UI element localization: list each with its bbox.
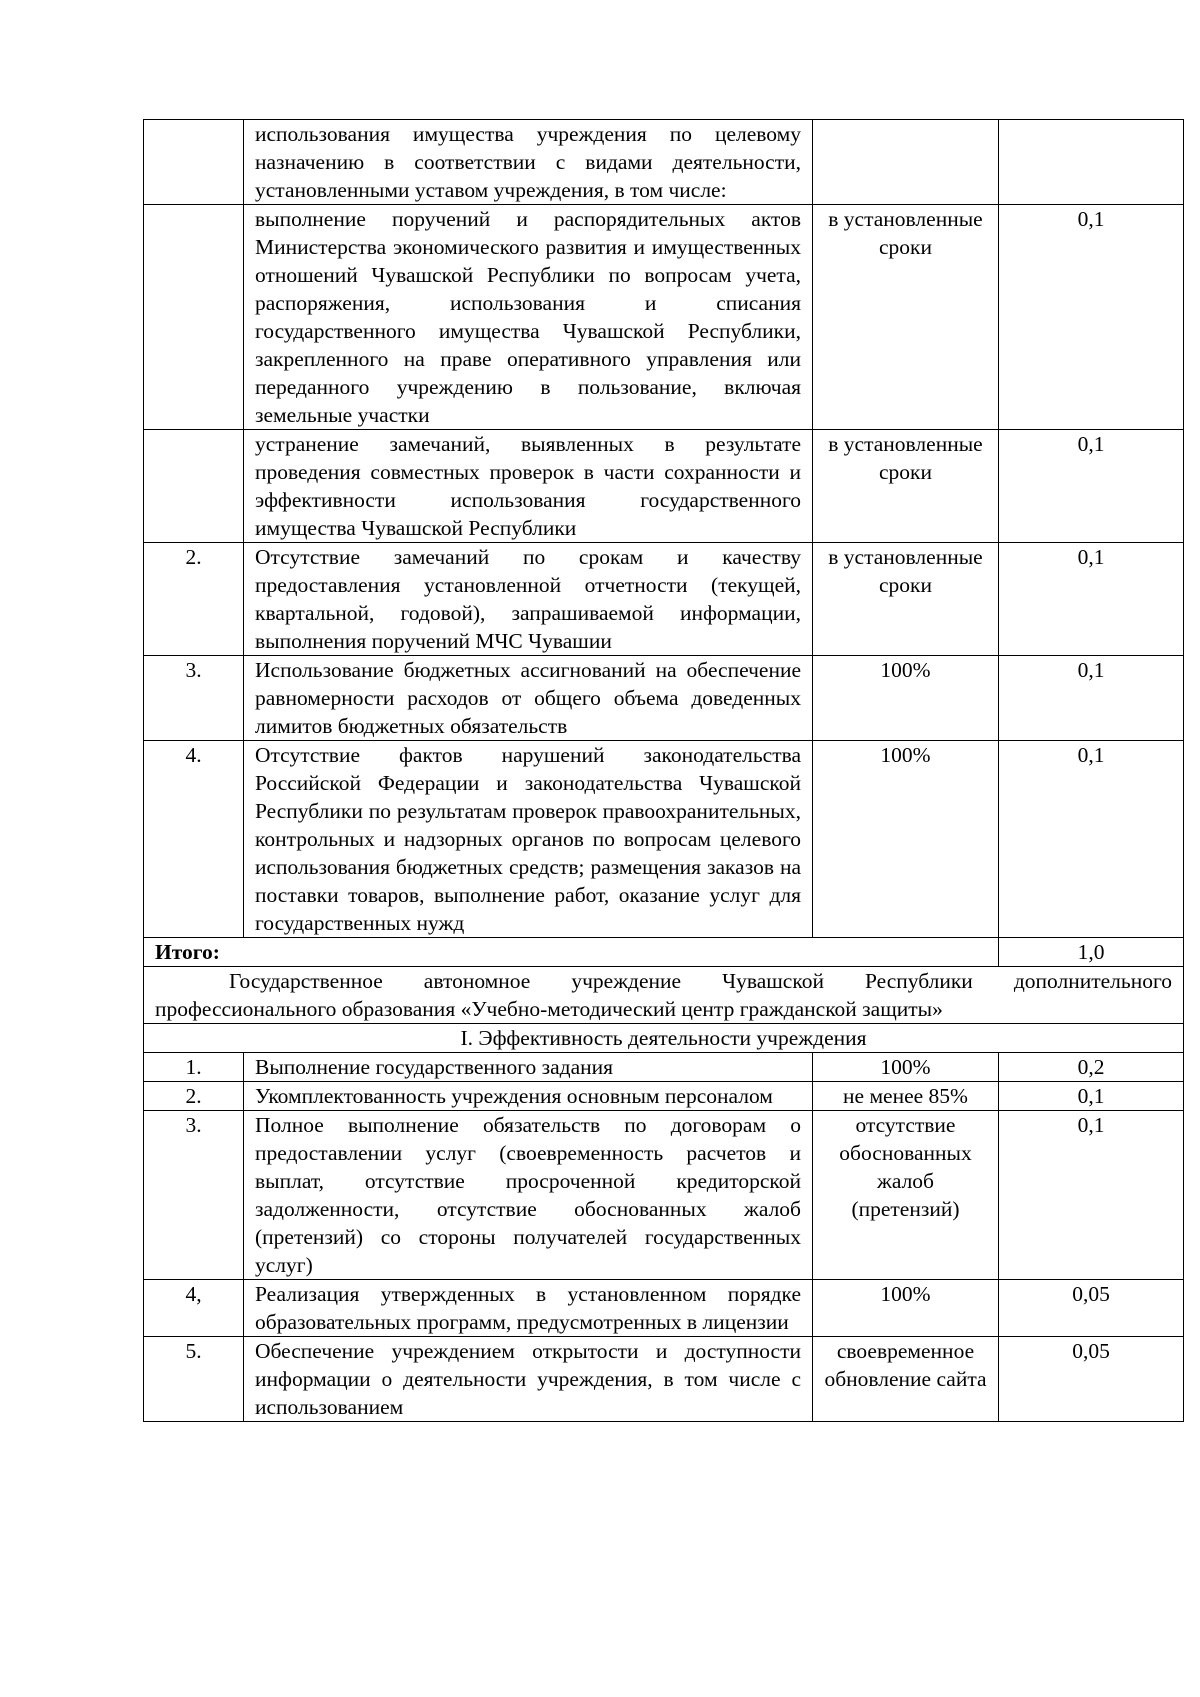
- table-row: [144, 1337, 1184, 1422]
- criterion-text: Обеспечение учреждением открытости и доступности информации о деятельности учреждения, в том числе с использованием: [244, 1337, 813, 1422]
- criterion-weight: 0,1: [999, 741, 1184, 938]
- criterion-standard: отсутствие обоснованных жалоб (претензий): [813, 1111, 999, 1280]
- row-number: 5.: [144, 1337, 244, 1422]
- criterion-weight: 0,1: [999, 656, 1184, 741]
- row-number: 2.: [144, 1082, 244, 1111]
- criterion-standard: в установленные сроки: [813, 205, 999, 430]
- criterion-weight: 0,1: [999, 1111, 1184, 1280]
- criterion-weight: [999, 120, 1184, 205]
- criterion-text: Отсутствие фактов нарушений законодательства Российской Федерации и законодательства Чувашской Республики по результатам проверок правоохранительных, контрольных и надзорных органов по вопросам целевого использования бюджетных средств; размещения заказов на поставки товаров, выполнение работ, оказание услуг для государственных нужд: [244, 741, 813, 938]
- criterion-text: Реализация утвержденных в установленном порядке образовательных программ, предусмотренных в лицензии: [244, 1280, 813, 1337]
- row-number: 4.: [144, 741, 244, 938]
- row-number: 4,: [144, 1280, 244, 1337]
- org-title-row: [144, 967, 1184, 1024]
- row-number: 2.: [144, 543, 244, 656]
- total-label: Итого:: [144, 938, 999, 967]
- criterion-weight: 0,1: [999, 430, 1184, 543]
- row-number: 3.: [144, 656, 244, 741]
- criterion-text: использования имущества учреждения по целевому назначению в соответствии с видами деятельности, установленными уставом учреждения, в том числе:: [244, 120, 813, 205]
- criterion-weight: 0,1: [999, 205, 1184, 430]
- table-row: [144, 741, 1184, 938]
- criterion-text: Использование бюджетных ассигнований на обеспечение равномерности расходов от общего объема доведенных лимитов бюджетных обязательств: [244, 656, 813, 741]
- row-number: [144, 205, 244, 430]
- criterion-text: Укомплектованность учреждения основным персоналом: [244, 1082, 813, 1111]
- criterion-standard: 100%: [813, 656, 999, 741]
- total-value: 1,0: [999, 938, 1184, 967]
- criterion-standard: в установленные сроки: [813, 543, 999, 656]
- table-row: [144, 1082, 1184, 1111]
- criterion-weight: 0,05: [999, 1280, 1184, 1337]
- total-row: [144, 938, 1184, 967]
- criterion-text: устранение замечаний, выявленных в результате проведения совместных проверок в части сохранности и эффективности использования государственного имущества Чувашской Республики: [244, 430, 813, 543]
- table-row: [144, 1053, 1184, 1082]
- criterion-standard: 100%: [813, 1053, 999, 1082]
- criterion-standard: не менее 85%: [813, 1082, 999, 1111]
- row-number: [144, 120, 244, 205]
- criterion-weight: 0,1: [999, 1082, 1184, 1111]
- row-number: [144, 430, 244, 543]
- criterion-text: Отсутствие замечаний по срокам и качеству предоставления установленной отчетности (текущей, квартальной, годовой), запрашиваемой информации, выполнения поручений МЧС Чувашии: [244, 543, 813, 656]
- criterion-weight: 0,2: [999, 1053, 1184, 1082]
- organization-title: Государственное автономное учреждение Чувашской Республики дополнительного профессионального образования «Учебно-методический центр гражданской защиты»: [144, 967, 1184, 1024]
- criterion-weight: 0,1: [999, 543, 1184, 656]
- table-row: [144, 543, 1184, 656]
- criterion-text: Полное выполнение обязательств по договорам о предоставлении услуг (своевременность расчетов и выплат, отсутствие просроченной кредиторской задолженности, отсутствие обоснованных жалоб (претензий) со стороны получателей государственных услуг): [244, 1111, 813, 1280]
- criteria-table: [143, 119, 1184, 1422]
- table-row: [144, 430, 1184, 543]
- section-title-row: [144, 1024, 1184, 1053]
- criterion-standard: 100%: [813, 741, 999, 938]
- criterion-text: Выполнение государственного задания: [244, 1053, 813, 1082]
- criterion-standard: [813, 120, 999, 205]
- row-number: 1.: [144, 1053, 244, 1082]
- criterion-weight: 0,05: [999, 1337, 1184, 1422]
- table-row: [144, 1280, 1184, 1337]
- table-row: [144, 656, 1184, 741]
- row-number: 3.: [144, 1111, 244, 1280]
- table-row: [144, 205, 1184, 430]
- table-row: [144, 1111, 1184, 1280]
- criterion-standard: 100%: [813, 1280, 999, 1337]
- section-title: I. Эффективность деятельности учреждения: [144, 1024, 1184, 1053]
- criterion-standard: своевременное обновление сайта: [813, 1337, 999, 1422]
- criterion-standard: в установленные сроки: [813, 430, 999, 543]
- table-row: [144, 120, 1184, 205]
- criterion-text: выполнение поручений и распорядительных актов Министерства экономического развития и имущественных отношений Чувашской Республики по вопросам учета, распоряжения, использования и списания государственного имущества Чувашской Республики, закрепленного на праве оперативного управления или переданного учреждению в пользование, включая земельные участки: [244, 205, 813, 430]
